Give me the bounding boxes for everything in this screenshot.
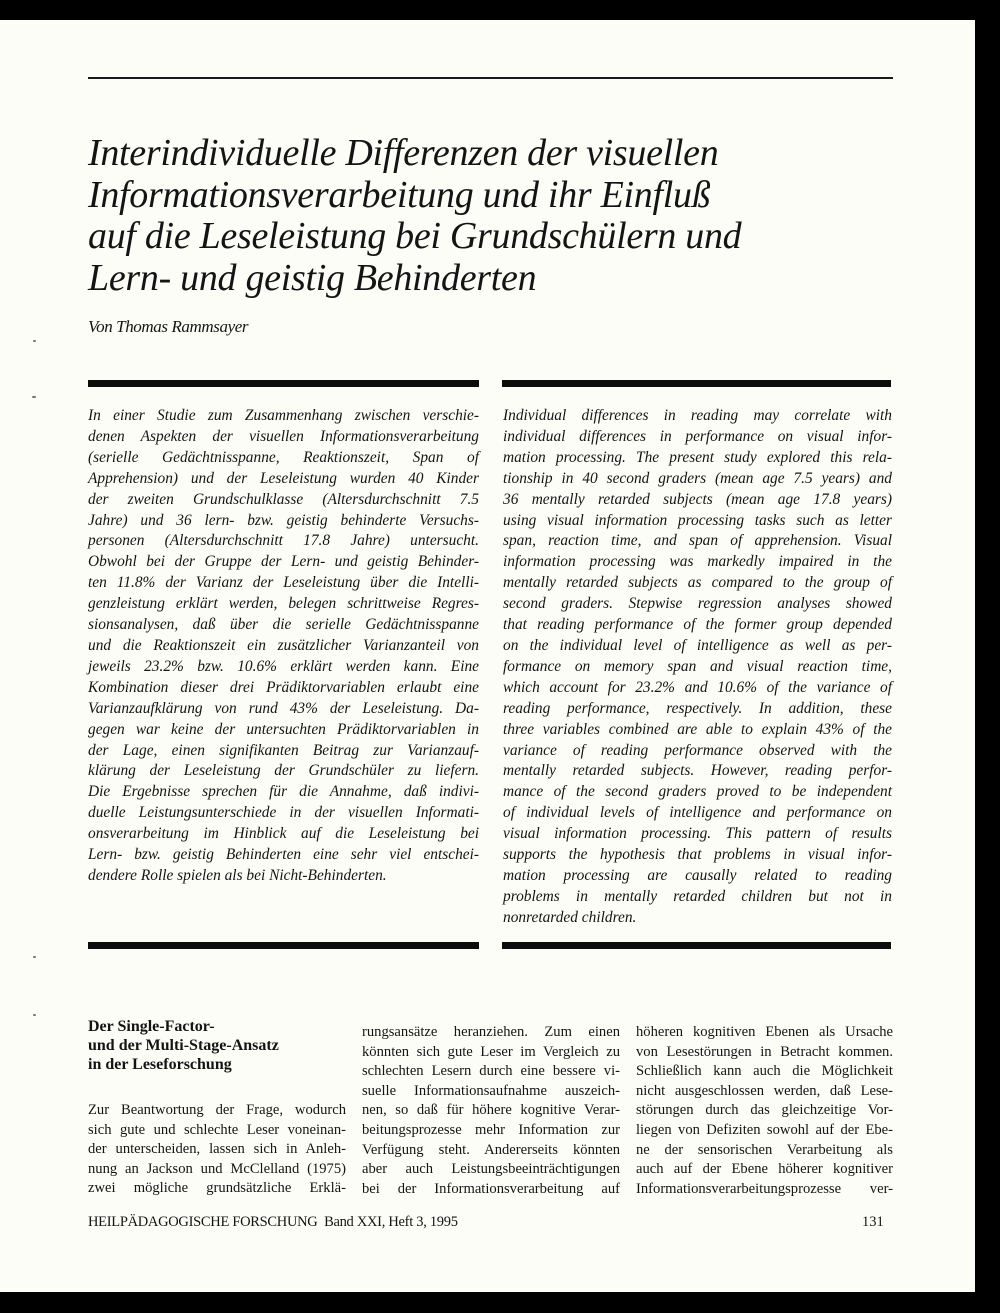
text-line: Schließlich kann auch die Möglichkeit [636,1063,893,1080]
title-line: Lern- und geistig Behinderten [88,256,537,299]
journal-page [0,20,975,1292]
abstract-de-top-rule [88,380,479,387]
text-line: Jahre) und 36 lern- bzw. geistig behinderte Versuchs- [88,511,479,529]
text-line: visual information processing. This pattern of results [503,825,892,843]
text-line: three variables combined are able to explain 43% of the [503,720,892,738]
text-line: of individual levels of intelligence and performance on [503,804,892,822]
text-line: Zur Beantwortung der Frage, wodurch [88,1102,346,1118]
text-line: denen Aspekten der visuellen Informationsverarbeitung [88,427,479,445]
text-line: störungen durch das gleichzeitige Vor- [636,1102,893,1119]
text-line: mation processing. The present study explored this rela- [503,448,892,466]
text-line: der Lage, einen signifikanten Beitrag zur Varianzauf- [88,741,479,759]
text-line: duelle Leistungsunterschiede in der visuellen Informati- [88,804,479,822]
abstract-english [503,406,892,929]
text-line: aber auch Leistungsbeeinträchtigungen [362,1161,620,1178]
text-line: that reading performance of the former group depended [503,616,892,634]
text-line: auch auf der Ebene höherer kognitiver [636,1161,893,1178]
top-rule [88,77,893,79]
text-line: jeweils 23.2% bzw. 10.6% erklärt werden kann. Eine [88,657,479,675]
text-line: nen, so daß für höhere kognitive Verar- [362,1102,620,1119]
text-line: liegen von Defiziten sowohl auf der Ebe- [636,1121,893,1138]
body-column-2 [362,1023,620,1199]
text-line: sionsanalysen, daß über die serielle Gedächtnisspanne [88,616,479,634]
abstract-en-top-rule [502,380,891,387]
text-line: sich gute und schlechte Leser voneinan- [88,1121,346,1138]
title-line: Interindividuelle Differenzen der visuellen [88,132,719,174]
text-line: 36 mentally retarded subjects (mean age 17.8 years) [503,490,892,508]
author-byline: Von Thomas Rammsayer [88,317,249,336]
scan-speck [32,396,36,398]
text-line: span, reaction time, and span of apprehension. Visual [503,532,892,550]
text-line: Varianzaufklärung von rund 43% der Leseleistung. Da- [88,699,479,717]
text-line: genzleistung erklärt werden, belegen schrittweise Regres- [88,595,479,613]
text-line: which account for 23.2% and 10.6% of the variance of [503,678,892,696]
text-line: gegen war keine der untersuchten Prädiktorvariablen in [88,720,479,738]
text-line: In einer Studie zum Zusammenhang zwischen verschie- [88,407,479,424]
text-line: on the individual level of intelligence as well as per- [503,636,892,654]
text-line: (serielle Gedächtnisspanne, Reaktionszeit, Span of [88,448,479,466]
text-line: mentally retarded subjects as compared to the group of [503,574,892,592]
text-line: suelle Informationsaufnahme auszeich- [362,1082,620,1099]
scan-speck [33,956,36,958]
text-line: nicht ausgeschlossen werden, daß Lese- [636,1082,893,1099]
text-line: reading performance, respectively. In addition, these [503,699,892,717]
text-line: Kombination dieser drei Prädiktorvariablen erlaubt eine [88,678,479,696]
scan-speck [33,1014,36,1016]
scan-speck [33,340,36,342]
abstract-german [88,406,479,887]
text-line: bei der Informationsverarbeitung auf [362,1180,620,1197]
section-heading [88,1017,279,1074]
abstract-de-bottom-rule [88,942,479,949]
abstract-en-bottom-rule [502,942,891,949]
text-line: klärung der Leseleistung der Grundschüler zu liefern. [88,762,479,780]
title-line: Informationsverarbeitung und ihr Einfluß [88,173,711,216]
text-line: mance of the second graders proved to be independent [503,783,892,801]
text-line: Obwohl bei der Gruppe der Lern- und geistig Behinder- [88,553,479,571]
heading-line: und der Multi-Stage-Ansatz [88,1037,279,1054]
text-line: onsverarbeitung im Hinblick auf die Leseleistung bei [88,825,479,843]
journal-footer: HEILPÄDAGOGISCHE FORSCHUNG Band XXI, Heft 3, 1995 [88,1214,458,1230]
text-line: Apprehension) und der Leseleistung wurden 40 Kinder [88,469,479,487]
text-line: ne der sensorischen Verarbeitung als [636,1141,893,1158]
text-line: ten 11.8% der Varianz der Leseleistung über die Intelli- [88,574,479,592]
text-line: höheren kognitiven Ebenen als Ursache [636,1024,893,1040]
heading-line: in der Leseforschung [88,1056,232,1073]
text-line: problems in mentally retarded children but not in [503,887,892,905]
text-line: mentally retarded subjects. However, reading perfor- [503,762,892,780]
text-line: information processing was markedly impaired in the [503,553,892,571]
text-line: beitungsprozesse mehr Information zur [362,1121,620,1138]
text-line: zwei mögliche grundsätzliche Erklä- [88,1180,346,1197]
page-number: 131 [862,1214,884,1230]
text-line: variance of reading performance observed with the [503,741,892,759]
text-line: nonretarded children. [503,908,637,926]
text-line: tionship in 40 second graders (mean age 7.5 years) and [503,469,892,487]
article-title [88,133,888,299]
text-line: könnten sich gute Leser im Vergleich zu [362,1043,620,1060]
text-line: von Lesestörungen in Betracht kommen. [636,1043,893,1060]
heading-line: Der Single-Factor- [88,1018,215,1035]
title-line: auf die Leseleistung bei Grundschülern und [88,215,742,257]
text-line: Verfügung steht. Andererseits könnten [362,1141,620,1158]
text-line: individual differences in performance on visual infor- [503,427,892,445]
text-line: rungsansätze heranziehen. Zum einen [362,1024,620,1040]
text-line: Lern- bzw. geistig Behinderten eine sehr viel entschei- [88,846,479,864]
body-column-3 [636,1023,893,1199]
text-line: personen (Altersdurchschnitt 17.8 Jahre) untersucht. [88,532,479,550]
text-line: formance on memory span and visual reaction time, [503,657,892,675]
text-line: using visual information processing tasks such as letter [503,511,892,529]
text-line: schlechten Lesern durch eine bessere vi- [362,1063,620,1080]
text-line: und die Reaktionszeit ein zusätzlicher Varianzanteil von [88,636,479,654]
text-line: der zweiten Grundschulklasse (Altersdurchschnitt 7.5 [88,490,479,508]
text-line: supports the hypothesis that problems in visual infor- [503,846,892,864]
text-line: dendere Rolle spielen als bei Nicht-Behinderten. [88,866,387,884]
text-line: Informationsverarbeitungsprozesse ver- [636,1180,893,1197]
text-line: der unterscheiden, lassen sich in Anleh- [88,1141,346,1158]
text-line: nung an Jackson und McClelland (1975) [88,1160,346,1177]
text-line: mation processing are causally related to reading [503,866,892,884]
text-line: second graders. Stepwise regression analyses showed [503,595,892,613]
text-line: Die Ergebnisse sprechen für die Annahme, daß indivi- [88,783,479,801]
body-column-1 [88,1101,346,1199]
text-line: Individual differences in reading may correlate with [503,407,892,424]
